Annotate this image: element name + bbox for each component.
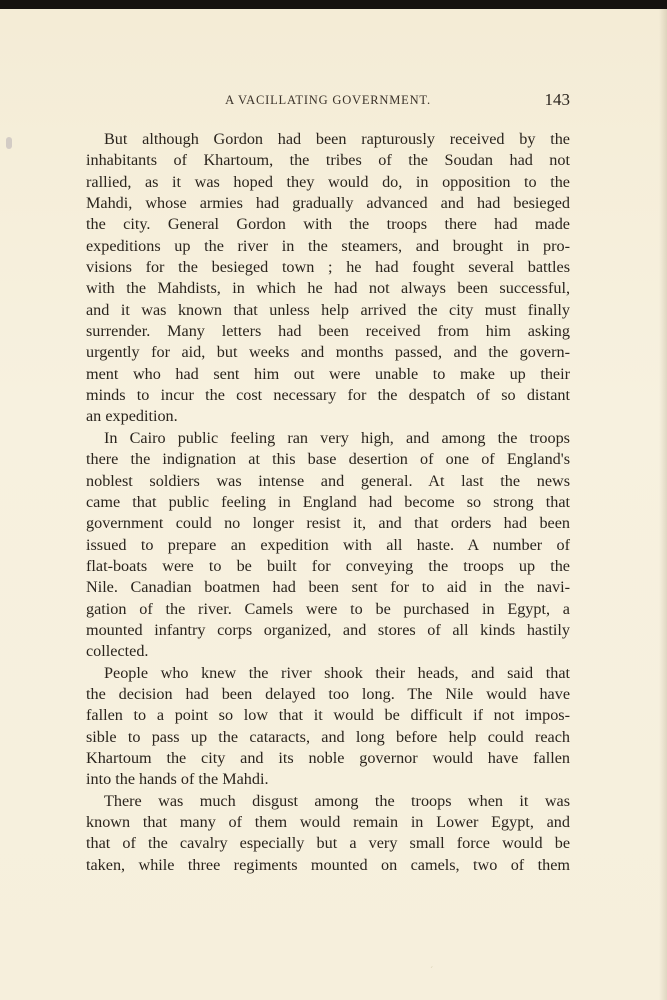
text-line: mounted infantry corps organized, and stores of all kinds hastily xyxy=(86,620,570,639)
text-line: the city. General Gordon with the troops there had made xyxy=(86,215,570,234)
text-line: expeditions up the river in the steamers, and brought in pro- xyxy=(86,236,570,255)
text-line: People who knew the river shook their heads, and said that xyxy=(104,663,570,682)
text-line: But although Gordon had been rapturously received by the xyxy=(104,130,570,148)
text-line: issued to prepare an expedition with all haste. A number of xyxy=(86,535,570,554)
text-line: an expedition. xyxy=(86,407,178,426)
text-line: and it was known that unless help arrived the city must finally xyxy=(86,300,570,319)
text-line: ment who had sent him out were unable to make up their xyxy=(86,364,570,383)
text-line: with the Mahdists, in which he had not always been successful, xyxy=(86,279,570,298)
text-line: Khartoum the city and its noble governor would have fallen xyxy=(86,748,570,767)
text-line: government could no longer resist it, and that orders had been xyxy=(86,514,570,533)
text-line: gation of the river. Camels were to be purchased in Egypt, a xyxy=(86,599,570,618)
text-line: Mahdi, whose armies had gradually advanced and had besieged xyxy=(86,194,570,213)
text-line: there the indignation at this base desertion of one of England's xyxy=(86,450,570,469)
text-line: minds to incur the cost necessary for the despatch of so distant xyxy=(86,386,570,405)
text-line: inhabitants of Khartoum, the tribes of the Soudan had not xyxy=(86,151,570,170)
text-line: In Cairo public feeling ran very high, and among the troops xyxy=(104,428,570,447)
text-line: Nile. Canadian boatmen had been sent for to aid in the navi- xyxy=(86,578,570,597)
gutter-ink-spot xyxy=(6,137,12,149)
text-line: into the hands of the Mahdi. xyxy=(86,770,269,789)
text-line: noblest soldiers was intense and general. At last the news xyxy=(86,471,570,490)
text-line: came that public feeling in England had become so strong that xyxy=(86,492,570,511)
text-line: visions for the besieged town ; he had fought several battles xyxy=(86,258,570,277)
stray-mark: ˊ xyxy=(430,966,434,977)
text-line: flat-boats were to be built for conveying the troops up the xyxy=(86,556,570,575)
text-line: collected. xyxy=(86,642,149,661)
text-line: known that many of them would remain in Lower Egypt, and xyxy=(86,813,570,831)
text-line: surrender. Many letters had been received from him asking xyxy=(86,322,570,341)
running-head-title: A VACILLATING GOVERNMENT. xyxy=(225,93,431,107)
text-line: There was much disgust among the troops when it was xyxy=(104,791,570,810)
text-line: taken, while three regiments mounted on camels, two of them xyxy=(86,855,570,874)
page-number: 143 xyxy=(544,90,570,109)
text-line: sible to pass up the cataracts, and long before help could reach xyxy=(86,727,570,746)
scan-top-border xyxy=(0,0,667,9)
text-line: urgently for aid, but weeks and months passed, and the govern- xyxy=(86,343,570,362)
text-line: the decision had been delayed too long. The Nile would have xyxy=(86,684,570,703)
running-head xyxy=(86,90,570,114)
page-edge-shadow xyxy=(659,9,667,1000)
text-line: rallied, as it was hoped they would do, in opposition to the xyxy=(86,172,570,191)
text-line: fallen to a point so low that it would be difficult if not impos- xyxy=(86,706,570,725)
text-line: that of the cavalry especially but a very small force would be xyxy=(86,834,570,853)
body-text xyxy=(86,129,570,876)
